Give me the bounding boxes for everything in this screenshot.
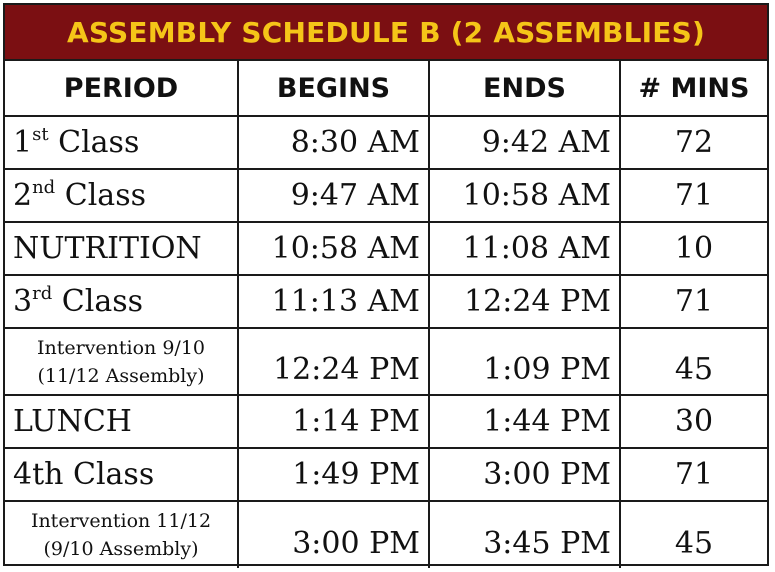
table-row: [5, 328, 767, 395]
begins-cell: 9:47 AM: [238, 169, 429, 222]
begins-cell: 1:14 PM: [238, 395, 429, 448]
table-row: [5, 169, 767, 222]
ends-cell: 1:44 PM: [429, 395, 620, 448]
schedule-title: ASSEMBLY SCHEDULE B (2 ASSEMBLIES): [5, 5, 767, 61]
period-cell: NUTRITION: [5, 222, 238, 275]
schedule-table: [5, 61, 767, 568]
ends-cell: 1:09 PM: [429, 328, 620, 395]
schedule-table-frame: [3, 3, 769, 566]
begins-cell: 8:30 AM: [238, 116, 429, 169]
mins-cell: 71: [620, 448, 767, 501]
mins-cell: 71: [620, 275, 767, 328]
mins-cell: 45: [620, 328, 767, 395]
table-row: [5, 448, 767, 501]
mins-cell: 45: [620, 501, 767, 568]
ends-cell: 10:58 AM: [429, 169, 620, 222]
period-cell: 4th Class: [5, 448, 238, 501]
ends-cell: 12:24 PM: [429, 275, 620, 328]
table-row: [5, 222, 767, 275]
header-begins: BEGINS: [238, 61, 429, 116]
ends-cell: 3:00 PM: [429, 448, 620, 501]
period-cell: Intervention 11/12 (9/10 Assembly): [5, 501, 238, 568]
begins-cell: 3:00 PM: [238, 501, 429, 568]
begins-cell: 11:13 AM: [238, 275, 429, 328]
mins-cell: 72: [620, 116, 767, 169]
ends-cell: 9:42 AM: [429, 116, 620, 169]
period-cell: 2nd Class: [5, 169, 238, 222]
header-mins: # MINS: [620, 61, 767, 116]
period-cell: 1st Class: [5, 116, 238, 169]
mins-cell: 10: [620, 222, 767, 275]
table-row: [5, 116, 767, 169]
mins-cell: 30: [620, 395, 767, 448]
period-cell: 3rd Class: [5, 275, 238, 328]
table-row: [5, 395, 767, 448]
ends-cell: 3:45 PM: [429, 501, 620, 568]
period-cell: LUNCH: [5, 395, 238, 448]
mins-cell: 71: [620, 169, 767, 222]
begins-cell: 10:58 AM: [238, 222, 429, 275]
header-period: PERIOD: [5, 61, 238, 116]
header-row: [5, 61, 767, 116]
ends-cell: 11:08 AM: [429, 222, 620, 275]
header-ends: ENDS: [429, 61, 620, 116]
table-row: [5, 275, 767, 328]
period-cell: Intervention 9/10 (11/12 Assembly): [5, 328, 238, 395]
begins-cell: 1:49 PM: [238, 448, 429, 501]
table-row: [5, 501, 767, 568]
begins-cell: 12:24 PM: [238, 328, 429, 395]
